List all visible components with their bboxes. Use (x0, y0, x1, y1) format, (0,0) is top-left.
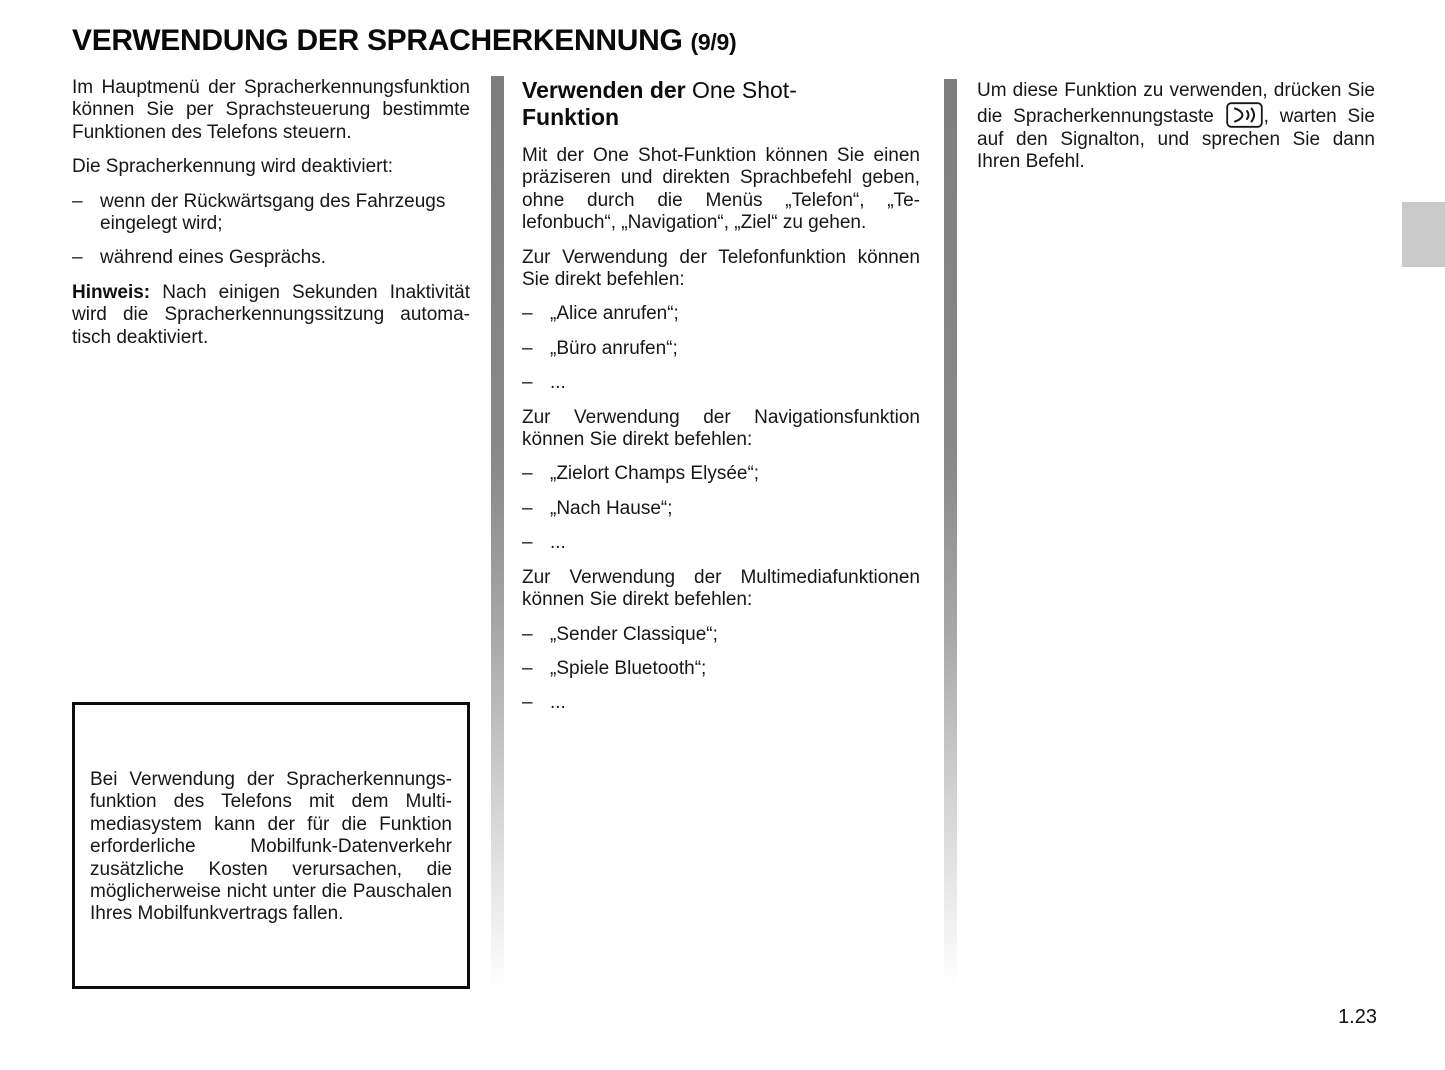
list-item (72, 191, 470, 236)
list-item (522, 338, 920, 360)
bullet-dash: – (72, 247, 83, 269)
bullet-dash: – (522, 303, 533, 325)
paragraph: Im Hauptmenü der Spracherkennungsfunktion können Sie per Sprachsteuerung bestimmte Funktionen des Telefons steuern. (72, 77, 470, 143)
bullet-dash: – (522, 497, 533, 519)
list-item-text: „Büro anrufen“; (550, 337, 678, 359)
paragraph-text: Um diese Funktion zu verwenden, drücken Sie die Spracherkennungstaste (977, 80, 1375, 128)
list-item (522, 463, 920, 485)
list-item-text: „Nach Hause“; (550, 497, 673, 519)
list-item (72, 247, 470, 269)
heading-bold: Verwenden der (522, 77, 693, 103)
list-item-text: wenn der Rückwärtsgang des Fahrzeugs eingelegt wird; (100, 190, 446, 235)
list-item (522, 498, 920, 520)
column-left (72, 77, 470, 349)
list-item (522, 532, 920, 554)
list-item (522, 624, 920, 646)
paragraph: Mit der One Shot-Funktion können Sie einen präziseren und direkten Sprachbefehl geben, ohne durch die Menüs „Telefon“, „Telefonbuch“, „Navigation“, „Ziel“ zu gehen. (522, 145, 920, 234)
bullet-dash: – (522, 337, 533, 359)
paragraph: Die Spracherkennung wird deaktiviert: (72, 156, 394, 178)
list-item (522, 372, 920, 394)
note-text: Nach einigen Sekunden Inaktivität wird die Spracherkennungssitzung automatisch deaktiviert. (72, 281, 470, 348)
chapter-edge-tab (1402, 202, 1445, 267)
column-separator (491, 76, 504, 992)
paragraph: Zur Verwendung der Multimediafunktionen können Sie direkt befehlen: (522, 566, 920, 611)
list-item (522, 692, 920, 714)
note-box (72, 702, 470, 989)
voice-recognition-key-icon (1226, 102, 1263, 128)
bullet-dash: – (522, 463, 533, 485)
list-item-text: „Sender Classique“; (550, 623, 718, 645)
list-item-text: „Zielort Champs Elysée“; (550, 463, 760, 485)
column-middle (522, 77, 920, 727)
bullet-dash: – (522, 692, 533, 714)
bullet-dash: – (72, 190, 83, 212)
page-title-text: VERWENDUNG DER SPRACHERKENNUNG (72, 24, 691, 57)
bullet-dash: – (522, 657, 533, 679)
bullet-dash: – (522, 372, 533, 394)
heading-regular: One Shot- (692, 77, 797, 103)
note-paragraph (72, 282, 470, 349)
page-title (72, 24, 736, 58)
bullet-dash: – (522, 623, 533, 645)
section-heading (522, 77, 920, 131)
bullet-dash: – (522, 532, 533, 554)
page-title-pagination: (9/9) (690, 29, 737, 55)
list-item (522, 303, 920, 325)
paragraph-text: , warten Sie auf den Signalton, und sprechen Sie dann Ihren Befehl. (977, 106, 1375, 173)
list-item-text: „Spiele Bluetooth“; (550, 657, 707, 679)
paragraph (977, 80, 1375, 174)
list-item-text: „Alice anrufen“; (550, 303, 679, 325)
page-number: 1.23 (1338, 1006, 1377, 1028)
list-item-text: während eines Gesprächs. (100, 247, 327, 269)
list-item-text: ... (550, 692, 566, 714)
paragraph: Zur Verwendung der Telefonfunktion können Sie direkt befehlen: (522, 246, 920, 291)
list-item-text: ... (550, 532, 566, 554)
column-separator (944, 79, 957, 987)
column-right (977, 80, 1375, 174)
paragraph: Zur Verwendung der Navigationsfunktion können Sie direkt befehlen: (522, 406, 920, 451)
note-label: Hinweis: (72, 281, 151, 303)
list-item (522, 658, 920, 680)
list-item-text: ... (550, 372, 566, 394)
heading-bold: Funktion (522, 104, 620, 130)
note-box-text: Bei Verwendung der Spracherkennungsfunktion des Telefons mit dem Multimediasystem kann der für die Funktion erforderliche Mobilfunk-Datenverkehr zusätzliche Kosten verursachen, die möglicherweise nicht unter die Pauschalen Ihres Mobilfunkvertrags fallen. (90, 769, 452, 925)
